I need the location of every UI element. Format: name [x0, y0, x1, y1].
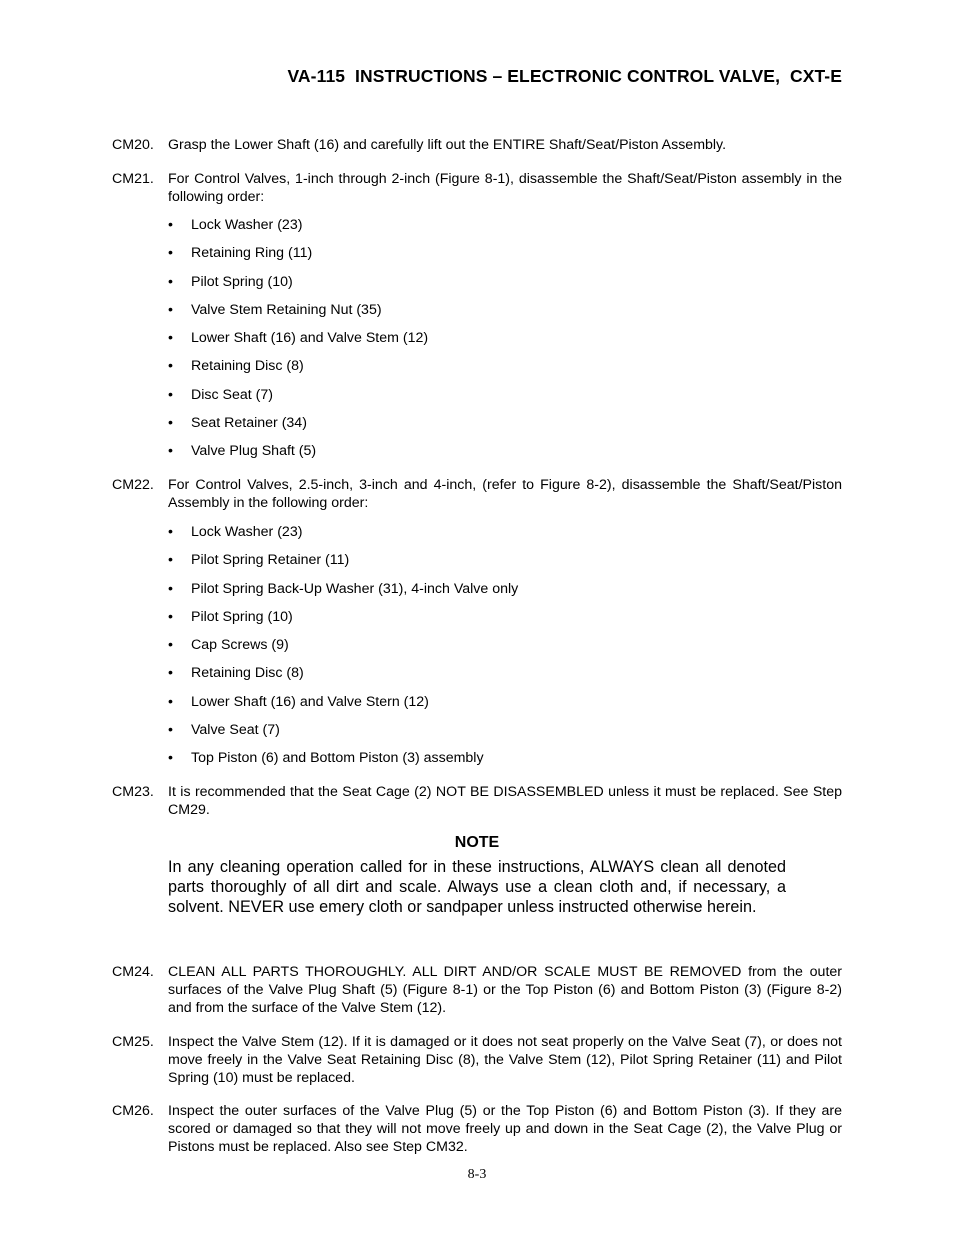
step-cm24	[112, 963, 842, 1017]
note-title: NOTE	[454, 834, 500, 851]
step-number: CM21.	[112, 171, 154, 187]
bullet-icon: •	[168, 722, 173, 739]
bullet-icon: •	[168, 693, 173, 710]
list-item-text: Valve Stem Retaining Nut (35)	[191, 301, 382, 318]
parts-list-cm21	[168, 216, 428, 471]
bullet-icon: •	[168, 665, 173, 682]
list-item	[168, 636, 518, 664]
list-item-text: Lower Shaft (16) and Valve Stern (12)	[191, 693, 429, 710]
step-text: CLEAN ALL PARTS THOROUGHLY. ALL DIRT AND/OR SCALE MUST BE REMOVED from the outer surfaces of the Valve Plug Shaft (5) (Figure 8-1) or the Top Piston (6) and Bottom Piston (3) (Figure 8-2) and from the surface of the Valve Stem (12).	[168, 964, 842, 1016]
list-item	[168, 608, 518, 636]
list-item-text: Lower Shaft (16) and Valve Stem (12)	[191, 330, 429, 347]
bullet-icon: •	[168, 301, 173, 318]
step-number: CM24.	[112, 964, 154, 980]
list-item	[168, 580, 518, 608]
list-item-text: Pilot Spring (10)	[191, 608, 293, 625]
step-cm23	[112, 783, 842, 819]
list-item-text: Lock Washer (23)	[191, 217, 303, 233]
step-number: CM25.	[112, 1034, 154, 1050]
parts-list-cm22	[168, 523, 518, 778]
step-cm20	[112, 136, 842, 154]
page-number: 8-3	[467, 1167, 487, 1182]
step-text: Inspect the outer surfaces of the Valve Plug (5) or the Top Piston (6) and Bottom Piston (3). If they are scored or damaged so that they will not move freely up and down in the Seat Cage (2), the Valve Plug or Pistons must be replaced. Also see Step CM32.	[168, 1103, 842, 1155]
step-number: CM20.	[112, 137, 154, 153]
bullet-icon: •	[168, 580, 173, 597]
bullet-icon: •	[168, 415, 173, 432]
list-item-text: Lock Washer (23)	[191, 524, 303, 540]
step-cm21	[112, 170, 842, 206]
list-item	[168, 721, 518, 749]
step-text: For Control Valves, 1-inch through 2-inch (Figure 8-1), disassemble the Shaft/Seat/Piston assembly in the following order:	[168, 171, 842, 205]
list-item	[168, 216, 428, 244]
bullet-icon: •	[168, 217, 173, 233]
list-item-text: Disc Seat (7)	[191, 386, 273, 403]
list-item-text: Retaining Disc (8)	[191, 665, 304, 682]
note-text: In any cleaning operation called for in these instructions, ALWAYS clean all denoted parts thoroughly of all dirt and scale. Always use a clean cloth and, if necessary, a solvent. NEVER use emery cloth or sandpaper unless instructed otherwise herein.	[168, 858, 786, 916]
step-cm26	[112, 1102, 842, 1156]
list-item	[168, 301, 428, 329]
step-number: CM26.	[112, 1103, 154, 1119]
step-text: Grasp the Lower Shaft (16) and carefully lift out the ENTIRE Shaft/Seat/Piston Assembly.	[168, 137, 727, 153]
list-item-text: Valve Plug Shaft (5)	[191, 443, 317, 460]
list-item-text: Top Piston (6) and Bottom Piston (3) assembly	[191, 750, 484, 767]
step-number: CM23.	[112, 784, 154, 800]
list-item-text: Cap Screws (9)	[191, 637, 289, 654]
bullet-icon: •	[168, 443, 173, 460]
list-item	[168, 357, 428, 385]
bullet-icon: •	[168, 273, 173, 290]
list-item	[168, 414, 428, 442]
bullet-icon: •	[168, 637, 173, 654]
list-item	[168, 386, 428, 414]
bullet-icon: •	[168, 358, 173, 375]
bullet-icon: •	[168, 245, 173, 262]
step-cm22	[112, 476, 842, 512]
list-item-text: Pilot Spring Back-Up Washer (31), 4-inch Valve only	[191, 580, 519, 597]
list-item-text: Valve Seat (7)	[191, 722, 280, 739]
step-text: It is recommended that the Seat Cage (2) NOT BE DISASSEMBLED unless it must be replaced. See Step CM29.	[168, 784, 842, 818]
list-item	[168, 273, 428, 301]
step-text: For Control Valves, 2.5-inch, 3-inch and 4-inch, (refer to Figure 8-2), disassemble the Shaft/Seat/Piston Assembly in the following order:	[168, 477, 842, 511]
list-item-text: Pilot Spring (10)	[191, 273, 293, 290]
list-item	[168, 693, 518, 721]
bullet-icon: •	[168, 386, 173, 403]
list-item	[168, 329, 428, 357]
page-header-title: VA-115 INSTRUCTIONS – ELECTRONIC CONTROL VALVE, CXT-E	[287, 66, 842, 86]
step-cm25	[112, 1033, 842, 1087]
list-item-text: Retaining Ring (11)	[191, 245, 313, 262]
list-item	[168, 749, 518, 777]
step-text: Inspect the Valve Stem (12). If it is damaged or it does not seat properly on the Valve Seat (7), or does not move freely in the Valve Seat Retaining Disc (8), the Valve Stem (12), Pilot Spring Retainer (11) and Pilot Spring (10) must be replaced.	[168, 1034, 842, 1086]
list-item	[168, 523, 518, 551]
list-item-text: Retaining Disc (8)	[191, 358, 304, 375]
bullet-icon: •	[168, 608, 173, 625]
list-item	[168, 551, 518, 579]
list-item	[168, 442, 428, 470]
bullet-icon: •	[168, 552, 173, 569]
list-item	[168, 244, 428, 272]
list-item-text: Seat Retainer (34)	[191, 415, 307, 432]
bullet-icon: •	[168, 524, 173, 540]
list-item	[168, 664, 518, 692]
list-item-text: Pilot Spring Retainer (11)	[191, 552, 350, 569]
bullet-icon: •	[168, 750, 173, 767]
bullet-icon: •	[168, 330, 173, 347]
step-number: CM22.	[112, 477, 154, 493]
